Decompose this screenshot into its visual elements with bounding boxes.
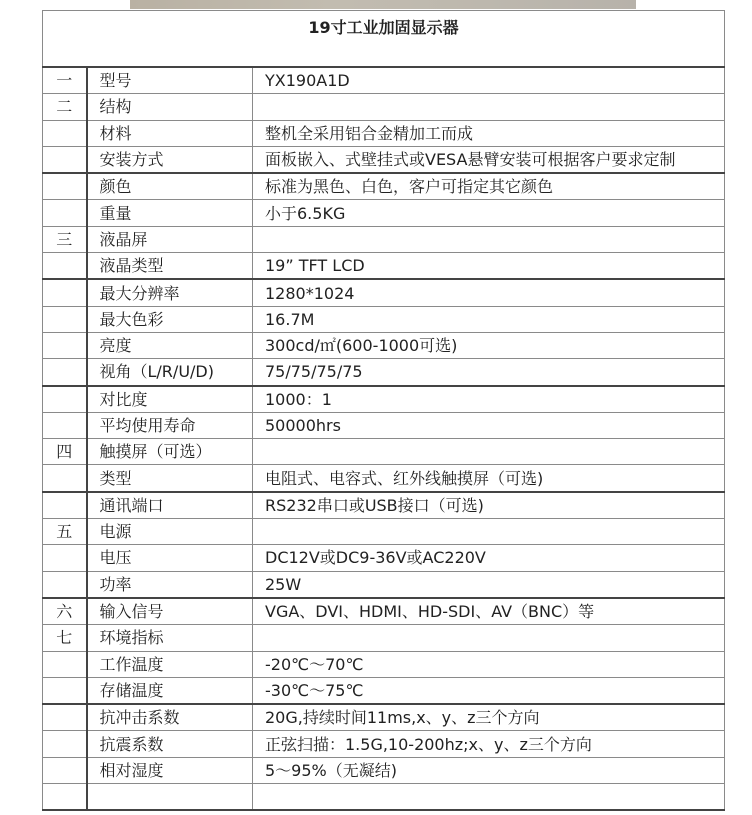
row-index [43,465,87,492]
table-row [43,545,725,571]
spec-value [253,94,725,120]
table-row [43,439,725,465]
row-index [43,571,87,598]
table-title: 19寸工业加固显示器 [43,11,725,68]
spec-name: 触摸屏（可选） [87,439,253,465]
spec-value: 300cd/㎡(600-1000可选) [253,332,725,358]
title-row [43,11,725,68]
spec-value: 整机全采用铝合金精加工而成 [253,120,725,146]
spec-value [253,784,725,811]
table-row [43,492,725,519]
table-row [43,677,725,704]
row-index [43,784,87,811]
row-index [43,651,87,677]
row-index: 二 [43,94,87,120]
spec-value: 1280*1024 [253,279,725,306]
row-index [43,386,87,413]
spec-value: YX190A1D [253,67,725,94]
table-row [43,412,725,438]
row-index: 六 [43,598,87,625]
row-index [43,120,87,146]
row-index [43,704,87,731]
row-index: 四 [43,439,87,465]
row-index [43,545,87,571]
spec-value: 16.7M [253,306,725,332]
spec-value [253,519,725,545]
spec-value: 小于6.5KG [253,200,725,226]
table-row [43,731,725,757]
spec-name: 型号 [87,67,253,94]
row-index [43,359,87,386]
table-row [43,625,725,651]
spec-value [253,439,725,465]
spec-value: 面板嵌入、式壁挂式或VESA悬臂安装可根据客户要求定制 [253,146,725,173]
spec-name: 抗震系数 [87,731,253,757]
spec-name: 工作温度 [87,651,253,677]
row-index: 五 [43,519,87,545]
row-index [43,279,87,306]
row-index [43,332,87,358]
spec-value: VGA、DVI、HDMI、HD-SDI、AV（BNC）等 [253,598,725,625]
spec-value: -20℃～70℃ [253,651,725,677]
spec-value: 50000hrs [253,412,725,438]
spec-value: 75/75/75/75 [253,359,725,386]
table-row [43,784,725,811]
spec-value: 标准为黑色、白色，客户可指定其它颜色 [253,173,725,200]
row-index [43,677,87,704]
spec-value [253,226,725,252]
spec-name: 材料 [87,120,253,146]
spec-name: 安装方式 [87,146,253,173]
spec-name: 电压 [87,545,253,571]
spec-name: 液晶类型 [87,253,253,280]
row-index [43,306,87,332]
table-row [43,94,725,120]
spec-value: RS232串口或USB接口（可选) [253,492,725,519]
spec-value: 正弦扫描：1.5G,10-200hz;x、y、z三个方向 [253,731,725,757]
table-row [43,386,725,413]
spec-name: 抗冲击系数 [87,704,253,731]
spec-value: 25W [253,571,725,598]
row-index [43,200,87,226]
row-index [43,253,87,280]
row-index: 三 [43,226,87,252]
row-index: 七 [43,625,87,651]
spec-name: 视角（L/R/U/D) [87,359,253,386]
table-row [43,519,725,545]
spec-name: 类型 [87,465,253,492]
table-row [43,226,725,252]
spec-value: 19” TFT LCD [253,253,725,280]
spec-name: 亮度 [87,332,253,358]
table-row [43,332,725,358]
spec-name: 最大分辨率 [87,279,253,306]
spec-name: 相对湿度 [87,757,253,783]
row-index [43,757,87,783]
spec-table [42,10,725,811]
row-index [43,173,87,200]
spec-name: 重量 [87,200,253,226]
table-row [43,253,725,280]
spec-value: 5～95%（无凝结) [253,757,725,783]
table-row [43,651,725,677]
spec-name: 环境指标 [87,625,253,651]
spec-value: -30℃～75℃ [253,677,725,704]
table-row [43,571,725,598]
table-row [43,279,725,306]
spec-name [87,784,253,811]
row-index [43,492,87,519]
spec-value: 1000：1 [253,386,725,413]
row-index [43,731,87,757]
row-index [43,146,87,173]
table-row [43,173,725,200]
spec-name: 通讯端口 [87,492,253,519]
spec-value: DC12V或DC9-36V或AC220V [253,545,725,571]
row-index [43,412,87,438]
table-row [43,757,725,783]
spec-value: 电阻式、电容式、红外线触摸屏（可选) [253,465,725,492]
table-row [43,359,725,386]
table-row [43,704,725,731]
spec-name: 输入信号 [87,598,253,625]
spec-name: 最大色彩 [87,306,253,332]
spec-value: 20G,持续时间11ms,x、y、z三个方向 [253,704,725,731]
table-row [43,200,725,226]
row-index: 一 [43,67,87,94]
table-row [43,465,725,492]
table-row [43,598,725,625]
spec-name: 功率 [87,571,253,598]
spec-name: 平均使用寿命 [87,412,253,438]
table-row [43,120,725,146]
spec-name: 存储温度 [87,677,253,704]
spec-value [253,625,725,651]
table-row [43,306,725,332]
spec-name: 对比度 [87,386,253,413]
product-image-strip [130,0,636,9]
spec-name: 电源 [87,519,253,545]
spec-name: 颜色 [87,173,253,200]
spec-name: 液晶屏 [87,226,253,252]
table-row [43,67,725,94]
spec-name: 结构 [87,94,253,120]
table-row [43,146,725,173]
